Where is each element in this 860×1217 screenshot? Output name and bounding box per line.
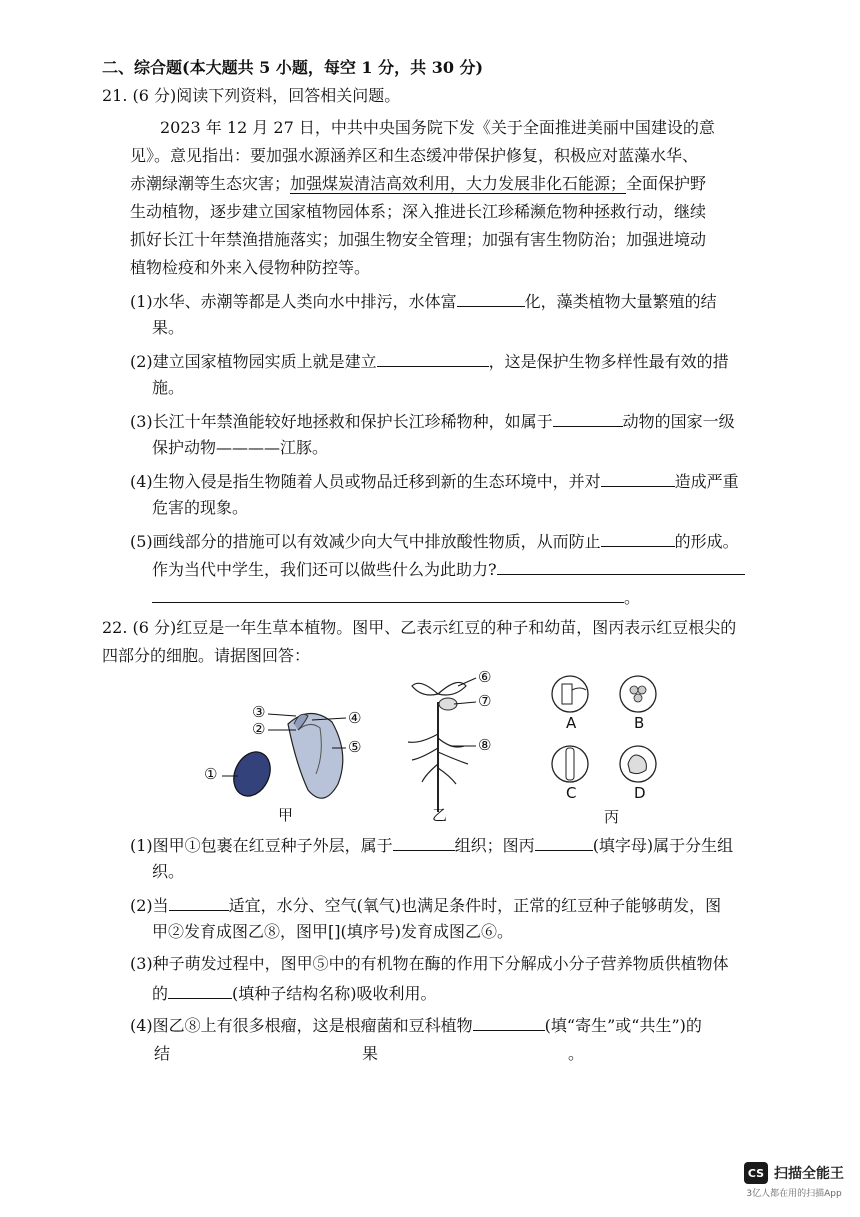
bean-seedling-figure (408, 678, 476, 812)
question-text: (填种子结构名称)吸收利用。 (232, 984, 437, 1003)
q21-5 (130, 530, 739, 552)
question-text: (填字母)属于分生组 (592, 836, 734, 855)
question-text: 造成严重 (674, 472, 739, 491)
question-text: (1)图甲①包裹在红豆种子外层，属于 (130, 836, 393, 855)
answer-blank[interactable] (497, 558, 745, 575)
question-text: (4)生物入侵是指生物随着人员或物品迁移到新的生态环境中，并对 (130, 472, 601, 491)
label-6: ⑥ (478, 668, 492, 686)
answer-blank[interactable] (377, 350, 489, 367)
answer-blank[interactable] (168, 982, 232, 999)
q21-1 (130, 290, 717, 312)
caption-yi: 乙 (432, 806, 448, 824)
passage-line-2: 见》。意见指出：要加强水源涵养区和生态缓冲带保护修复，积极应对蓝藻水华、 (130, 146, 699, 165)
q21-4 (130, 470, 739, 492)
watermark-name: 扫描全能王 (774, 1166, 844, 1182)
q22-stem-2: 四部分的细胞。请据图回答： (102, 646, 311, 665)
passage-line-4: 生动植物，逐步建立国家植物园体系；深入推进长江珍稀濒危物种拯救行动，继续 (130, 202, 707, 221)
underlined-measure: 加强煤炭清洁高效利用，大力发展非化石能源； (290, 174, 627, 193)
passage-line-5: 抓好长江十年禁渔措施落实；加强生物安全管理；加强有害生物防治；加强进境动 (130, 230, 707, 249)
q21-4-cont: 危害的现象。 (152, 498, 249, 517)
question-text: 的形成。 (674, 532, 739, 551)
label-3: ③ (252, 703, 266, 721)
cs-logo-icon: CS (744, 1162, 768, 1184)
question-text: 甲②发育成图乙⑧，图甲[] (152, 922, 341, 941)
passage-line-1: 2023 年 12 月 27 日，中共中央国务院下发《关于全面推进美丽中国建设的意 (160, 118, 715, 137)
answer-blank[interactable] (601, 530, 675, 547)
watermark-subtitle: 3亿人都在用的扫描App (746, 1189, 842, 1199)
label-D: D (634, 784, 646, 802)
question-text: 化，藻类植物大量繁殖的结 (524, 292, 717, 311)
q22-2 (130, 894, 721, 916)
q22-1 (130, 834, 733, 856)
passage-line-6: 植物检疫和外来入侵物种防控等。 (130, 258, 371, 277)
question-text: (5)画线部分的措施可以有效减少向大气中排放酸性物质，从而防止 (130, 532, 601, 551)
q21-3-cont: 保护动物————江豚。 (152, 438, 329, 457)
q21-3 (130, 410, 735, 432)
question-text: 。 (624, 588, 641, 607)
question-text: (2)建立国家植物园实质上就是建立 (130, 352, 377, 371)
question-text: 适宜，水分、空气(氧气)也满足条件时，正常的红豆种子能够萌发，图 (228, 896, 722, 915)
label-C: C (566, 784, 577, 802)
q22-2-cont (152, 922, 513, 942)
caption-bing: 丙 (604, 808, 620, 826)
caption-jia: 甲 (278, 806, 294, 824)
q22-stem-1: 22. (6 分)红豆是一年生草本植物。图甲、乙表示红豆的种子和幼苗，图丙表示红豆根尖的 (102, 618, 737, 637)
q21-2 (130, 350, 729, 372)
section-title: 二、综合题(本大题共 5 小题，每空 1 分，共 30 分) (102, 58, 484, 77)
answer-blank[interactable] (152, 586, 624, 603)
label-B: B (634, 714, 645, 732)
question-text: (填序号)发育成图乙⑥。 (340, 922, 513, 941)
question-text: 动物的国家一级 (622, 412, 735, 431)
bean-seed-figure (222, 713, 346, 802)
q22-4 (130, 1014, 702, 1036)
label-8: ⑧ (478, 736, 492, 754)
question-text: ，这是保护生物多样性最有效的措 (488, 352, 729, 371)
answer-blank[interactable] (473, 1014, 545, 1031)
q21-1-cont: 果。 (152, 318, 185, 337)
answer-blank[interactable] (601, 470, 675, 487)
question-text: 作为当代中学生，我们还可以做些什么为此助力? (152, 560, 497, 579)
q22-3-cont (152, 982, 437, 1004)
answer-blank[interactable] (393, 834, 455, 851)
question-text: (2)当 (130, 896, 169, 915)
answer-blank[interactable] (535, 834, 593, 851)
passage-text: 全面保护野 (626, 174, 707, 193)
label-1: ① (204, 765, 218, 783)
q21-2-cont: 施。 (152, 378, 185, 397)
q21-5-cont2 (152, 586, 640, 608)
answer-blank[interactable] (169, 894, 229, 911)
q22-3: (3)种子萌发过程中，图甲⑤中的有机物在酶的作用下分解成小分子营养物质供植物体 (130, 954, 729, 973)
label-5: ⑤ (348, 738, 362, 756)
passage-text: 赤潮绿潮等生态灾害； (130, 174, 291, 193)
answer-blank[interactable] (457, 290, 525, 307)
q22-4-word-3: 。 (568, 1044, 585, 1063)
q21-stem: 21. (6 分)阅读下列资料，回答相关问题。 (102, 86, 401, 105)
q21-5-cont (152, 558, 745, 580)
question-text: 的 (152, 984, 169, 1003)
question-text: 组织；图丙 (454, 836, 535, 855)
label-A: A (566, 714, 577, 732)
question-text: (4)图乙⑧上有很多根瘤，这是根瘤菌和豆科植物 (130, 1016, 473, 1035)
label-2: ② (252, 720, 266, 738)
q22-1-cont: 织。 (152, 862, 185, 881)
label-4: ④ (348, 709, 362, 727)
passage-line-3 (130, 174, 706, 194)
question-text: (1)水华、赤潮等都是人类向水中排污，水体富 (130, 292, 457, 311)
answer-blank[interactable] (553, 410, 623, 427)
q22-4-word-1: 结 (154, 1044, 171, 1063)
question-text: (填“寄生”或“共生”)的 (544, 1016, 702, 1035)
question-text: (3)长江十年禁渔能较好地拯救和保护长江珍稀物种，如属于 (130, 412, 553, 431)
scanner-watermark (744, 1162, 844, 1199)
q22-4-word-2: 果 (362, 1044, 379, 1063)
label-7: ⑦ (478, 692, 492, 710)
